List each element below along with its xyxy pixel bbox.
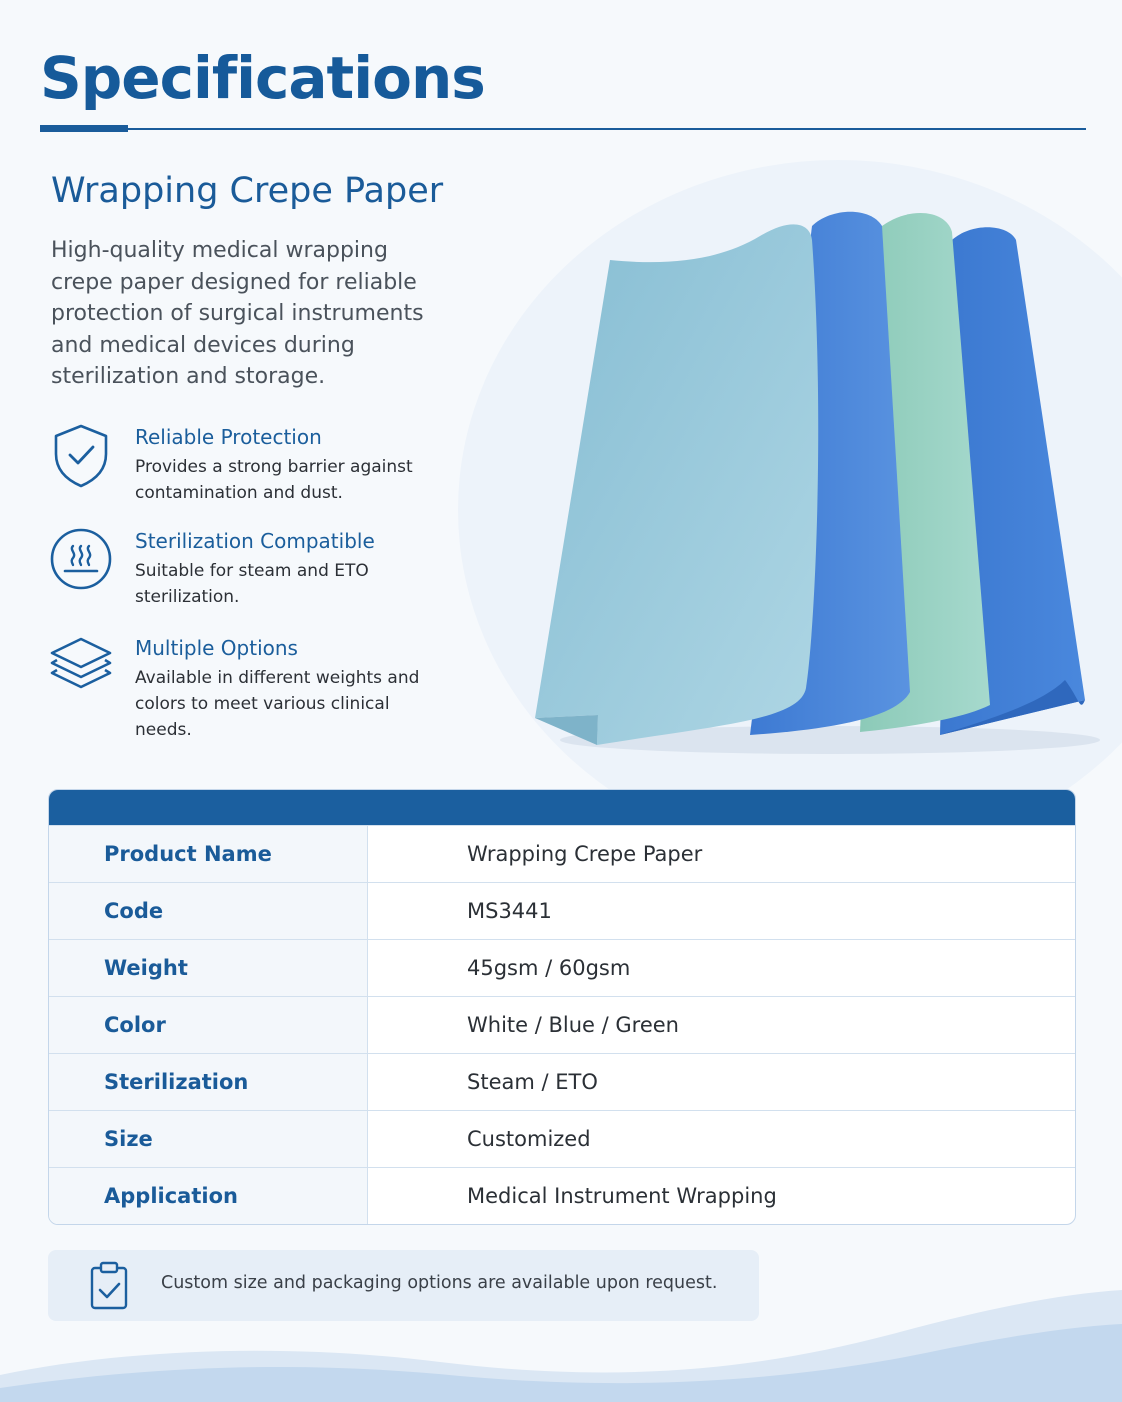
crepe-paper-sheets-image [520, 200, 1100, 760]
table-row [49, 1110, 1075, 1167]
table-row [49, 1053, 1075, 1110]
steam-icon [50, 528, 114, 592]
layers-icon [50, 635, 114, 699]
table-row [49, 825, 1075, 882]
title-accent-bar [40, 125, 128, 132]
spec-value: Customized [467, 1127, 591, 1151]
product-description: High-quality medical wrapping crepe paper designed for reliable protection of surgical instruments and medical devices during sterilization and storage. [51, 238, 424, 389]
table-row [49, 1167, 1075, 1224]
spec-table-header [49, 790, 1075, 825]
decorative-wave [0, 1280, 1122, 1402]
spec-label: Size [49, 1111, 368, 1167]
spec-value: Steam / ETO [467, 1070, 598, 1094]
feature-text: Provides a strong barrier against contamination and dust. [135, 457, 413, 503]
feature-text: Suitable for steam and ETO sterilization. [135, 561, 369, 607]
title-divider [40, 128, 1086, 130]
spec-value: 45gsm / 60gsm [467, 956, 631, 980]
spec-label: Color [49, 997, 368, 1053]
note-text: Custom size and packaging options are available upon request. [161, 1273, 718, 1293]
shield-check-icon [50, 424, 114, 488]
product-title: Wrapping Crepe Paper [51, 171, 444, 211]
feature-title: Multiple Options [135, 636, 298, 660]
table-row [49, 939, 1075, 996]
spec-label: Application [49, 1168, 368, 1224]
feature-text: Available in different weights and colors to meet various clinical needs. [135, 668, 420, 740]
spec-label: Weight [49, 940, 368, 996]
feature-title: Reliable Protection [135, 425, 322, 449]
spec-label: Code [49, 883, 368, 939]
spec-value: Wrapping Crepe Paper [467, 842, 703, 866]
table-row [49, 882, 1075, 939]
spec-label: Sterilization [49, 1054, 368, 1110]
spec-value: Medical Instrument Wrapping [467, 1184, 777, 1208]
spec-label: Product Name [49, 826, 368, 882]
spec-value: White / Blue / Green [467, 1013, 679, 1037]
spec-value: MS3441 [467, 899, 552, 923]
table-row [49, 996, 1075, 1053]
page-title: Specifications [40, 44, 485, 112]
spec-table [48, 789, 1076, 1225]
feature-title: Sterilization Compatible [135, 529, 375, 553]
